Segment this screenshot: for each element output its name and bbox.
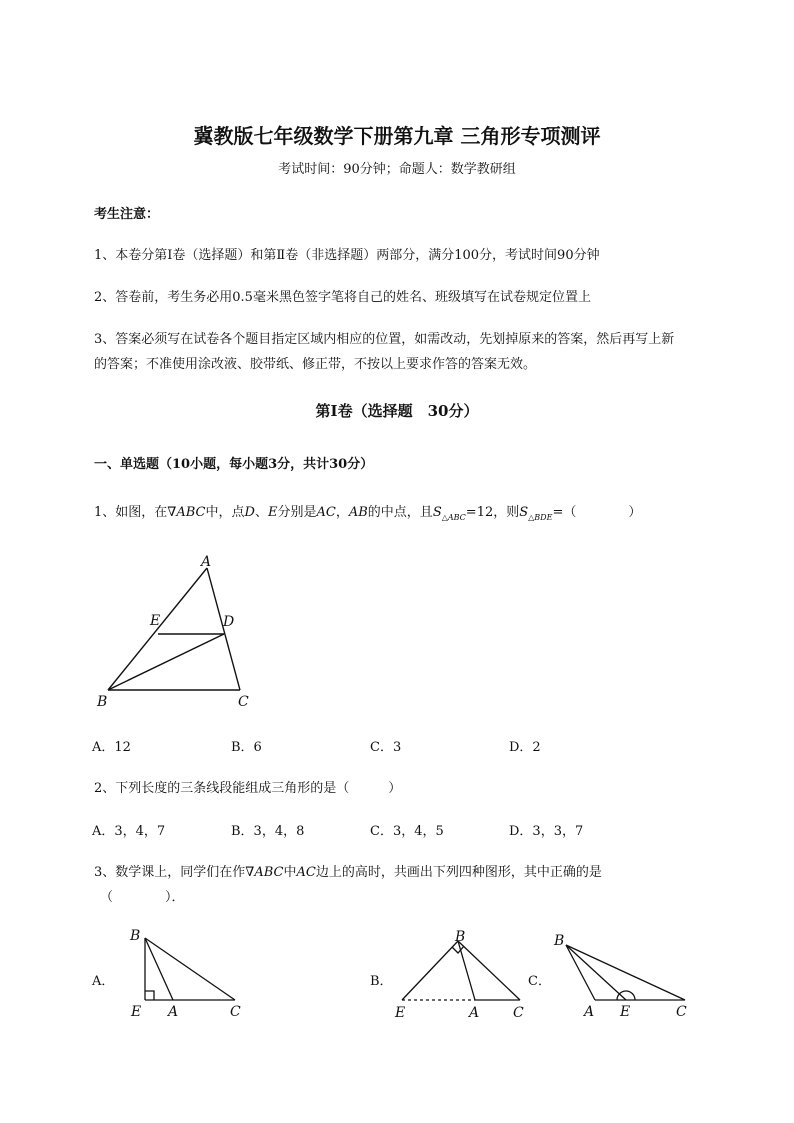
q3-option-a[interactable]: A． xyxy=(92,974,115,989)
label-c: C xyxy=(238,694,249,710)
q3-option-c[interactable]: C． xyxy=(528,974,551,989)
q3-figure-b xyxy=(385,925,535,1025)
area-symbol: S xyxy=(432,505,442,520)
q1-ab: AB xyxy=(348,505,368,520)
fig-b-label-a: A xyxy=(469,1005,480,1021)
note-3-cont: 的答案；不准使用涂改液、胶带纸、修正带，不按以上要求作答的答案无效。 xyxy=(94,357,537,372)
q1-text: 、 xyxy=(254,505,268,520)
fig-b-label-e: E xyxy=(395,1005,406,1021)
q1-triangle-figure xyxy=(90,550,260,715)
right-angle-mark xyxy=(145,991,154,1000)
fig-b-label-b: B xyxy=(455,929,466,945)
q2-option-b[interactable]: B．3，4，8 xyxy=(231,824,305,839)
q1-ac: AC xyxy=(316,505,336,520)
q2-option-a[interactable]: A．3，4，7 xyxy=(92,824,166,839)
angle-arc-mark xyxy=(617,991,635,1000)
q3-abc: ABC xyxy=(254,865,284,880)
note-3: 3、答案必须写在试卷各个题目指定区域内相应的位置，如需改动，先划掉原来的答案，然后再写上新 xyxy=(94,332,675,347)
label-b: B xyxy=(97,694,108,710)
q1-option-a[interactable]: A．12 xyxy=(92,740,131,755)
page-title: 冀教版七年级数学下册第九章 三角形专项测评 xyxy=(193,124,601,148)
q1-text: ， xyxy=(335,505,349,520)
q2-option-d[interactable]: D．3，3，7 xyxy=(509,824,584,839)
q1-abc: ABC xyxy=(176,505,206,520)
q3-text: 3、数学课上，同学们在作 xyxy=(94,865,246,880)
area-subscript: △ABC xyxy=(441,513,466,522)
question-3-answer-blank: （ ）． xyxy=(100,890,185,905)
q1-option-d[interactable]: D．2 xyxy=(509,740,541,755)
right-angle-mark xyxy=(452,946,464,953)
area-symbol: S xyxy=(519,505,529,520)
triangle-symbol: ∇ xyxy=(167,505,177,520)
question-2-stem: 2、下列长度的三条线段能组成三角形的是（ ） xyxy=(94,781,402,796)
q3-figure-a xyxy=(125,925,250,1025)
part-title: 一、单选题（10小题，每小题3分，共计30分） xyxy=(94,457,374,472)
side-ab xyxy=(108,568,207,690)
fig-a-label-b: B xyxy=(130,928,141,944)
note-1: 1、本卷分第I卷（选择题）和第Ⅱ卷（非选择题）两部分，满分100分，考试时间90分钟 xyxy=(94,248,600,263)
question-1-stem xyxy=(94,501,641,522)
fig-a-label-a: A xyxy=(168,1004,179,1020)
q1-point-d: D xyxy=(244,505,255,520)
q1-text: 中，点 xyxy=(205,505,245,520)
q3-figure-c xyxy=(550,925,700,1025)
q1-point-e: E xyxy=(267,505,278,520)
q3-ac: AC xyxy=(296,865,316,880)
q1-text: =（ ） xyxy=(552,505,642,520)
label-d: D xyxy=(223,614,235,630)
q1-option-c[interactable]: C．3 xyxy=(370,740,402,755)
q1-text: =12，则 xyxy=(465,505,520,520)
fig-b-label-c: C xyxy=(513,1005,524,1021)
q1-text: 1、如图，在 xyxy=(94,505,168,520)
q3-text: 中 xyxy=(283,865,297,880)
question-3-stem xyxy=(94,861,602,880)
fig-a-label-c: C xyxy=(230,1004,241,1020)
q1-option-b[interactable]: B．6 xyxy=(231,740,262,755)
fig-a-label-e: E xyxy=(131,1004,142,1020)
q1-text: 的中点，且 xyxy=(367,505,433,520)
triangle-symbol: ∇ xyxy=(245,865,255,880)
label-e: E xyxy=(150,613,161,629)
fig-c-label-e: E xyxy=(620,1004,631,1020)
note-2: 2、答卷前，考生务必用0.5毫米黑色签字笔将自己的姓名、班级填写在试卷规定位置上 xyxy=(94,290,591,305)
fig-c-label-a: A xyxy=(584,1004,595,1020)
label-a: A xyxy=(201,554,212,570)
q1-text: 分别是 xyxy=(277,505,317,520)
fig-c-label-b: B xyxy=(554,933,565,949)
section-title: 第I卷（选择题 30分） xyxy=(315,402,479,420)
area-subscript: △BDE xyxy=(528,513,553,522)
q3-text: 边上的高时，共画出下列四种图形，其中正确的是 xyxy=(315,865,602,880)
q2-option-c[interactable]: C．3，4，5 xyxy=(370,824,444,839)
segment-bd xyxy=(108,634,224,690)
notes-heading: 考生注意： xyxy=(94,207,160,222)
exam-info: 考试时间：90分钟；命题人：数学教研组 xyxy=(278,162,516,177)
fig-c-label-c: C xyxy=(676,1004,687,1020)
q3-option-b[interactable]: B． xyxy=(370,974,393,989)
